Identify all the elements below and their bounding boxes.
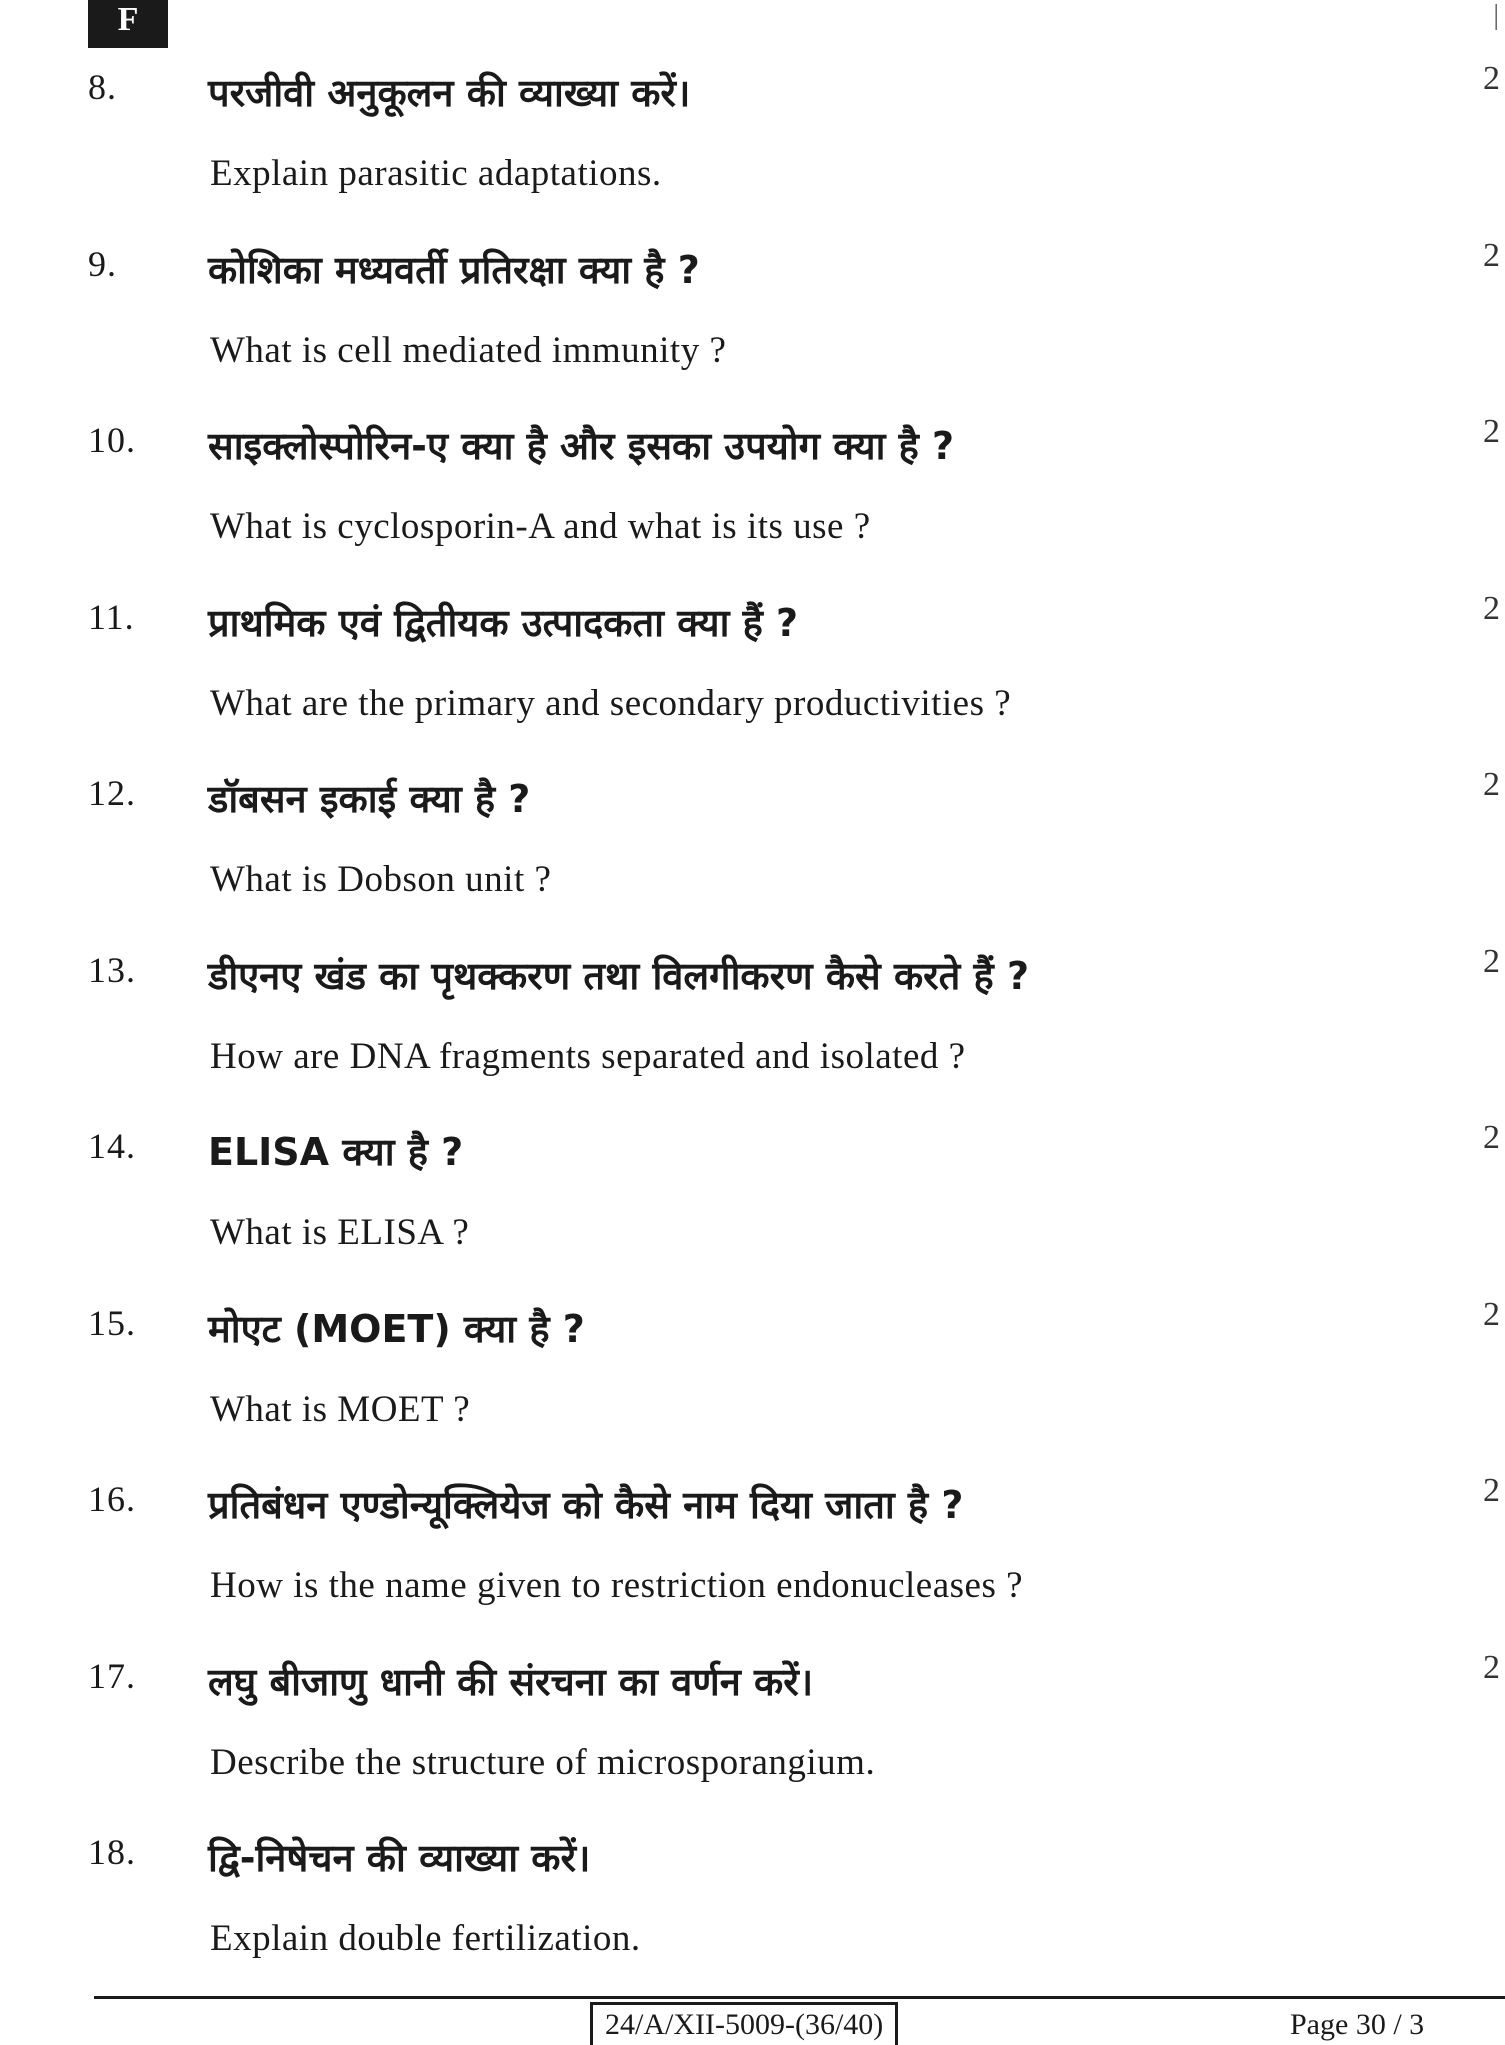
paper-code: 24/A/XII-5009-(36/40) [590, 2002, 898, 2045]
question-text-english: Explain double fertilization. [210, 1918, 641, 1959]
question-number: 8. [88, 67, 117, 107]
question-item [0, 1296, 1505, 1478]
question-marks: 2 [1483, 590, 1500, 627]
question-marks: 2 [1483, 1119, 1500, 1156]
question-text-hindi: परजीवी अनुकूलन की व्याख्या करें। [208, 71, 691, 115]
question-text-english: What is MOET ? [210, 1389, 471, 1430]
question-text-hindi: डीएनए खंड का पृथक्करण तथा विलगीकरण कैसे करते हैं ? [208, 954, 1030, 998]
question-number: 11. [88, 597, 135, 637]
question-marks: 2 [1483, 766, 1500, 803]
question-item [0, 590, 1505, 772]
question-text-english: How is the name given to restriction endonucleases ? [210, 1565, 1024, 1606]
question-marks: 2 [1483, 413, 1500, 450]
question-text-english: Explain parasitic adaptations. [210, 153, 662, 194]
question-text-english: What is cell mediated immunity ? [210, 330, 727, 371]
question-number: 9. [88, 244, 117, 284]
question-text-english: Describe the structure of microsporangium. [210, 1742, 876, 1783]
question-item [0, 237, 1505, 419]
question-text-english: What is ELISA ? [210, 1212, 470, 1253]
question-item [0, 766, 1505, 948]
question-number: 13. [88, 950, 136, 990]
question-number: 18. [88, 1832, 136, 1872]
question-marks: 2 [1483, 237, 1500, 274]
question-text-english: What is cyclosporin-A and what is its use ? [210, 506, 871, 547]
corner-mark: | [1493, 0, 1499, 31]
question-item [0, 1649, 1505, 1831]
question-number: 16. [88, 1479, 136, 1519]
page-number: Page 30 / 3 [1290, 2008, 1425, 2041]
question-marks: 2 [1483, 1296, 1500, 1333]
question-marks: 2 [1483, 60, 1500, 97]
question-marks: 2 [1483, 943, 1500, 980]
question-item [0, 1119, 1505, 1301]
question-number: 15. [88, 1303, 136, 1343]
question-text-hindi: लघु बीजाणु धानी की संरचना का वर्णन करें। [208, 1660, 814, 1704]
question-marks: 2 [1483, 1472, 1500, 1509]
question-number: 10. [88, 420, 136, 460]
question-text-hindi: प्राथमिक एवं द्वितीयक उत्पादकता क्या हैं ? [208, 601, 799, 645]
question-text-hindi: डॉबसन इकाई क्या है ? [208, 777, 531, 821]
question-number: 14. [88, 1126, 136, 1166]
footer-rule [94, 1996, 1505, 1999]
question-text-hindi: द्वि-निषेचन की व्याख्या करें। [208, 1836, 591, 1880]
question-item [0, 60, 1505, 242]
question-text-hindi: ELISA क्या है ? [208, 1130, 464, 1174]
question-item [0, 1831, 1505, 2007]
set-badge: F [88, 0, 168, 48]
question-text-hindi: मोएट (MOET) क्या है ? [208, 1307, 585, 1351]
question-number: 12. [88, 773, 136, 813]
question-text-hindi: साइक्लोस्पोरिन-ए क्या है और इसका उपयोग क्या है ? [208, 424, 955, 468]
question-text-english: What are the primary and secondary productivities ? [210, 683, 1012, 724]
question-number: 17. [88, 1656, 136, 1696]
question-item [0, 1472, 1505, 1654]
question-text-english: How are DNA fragments separated and isolated ? [210, 1036, 966, 1077]
question-marks: 2 [1483, 1649, 1500, 1686]
question-text-english: What is Dobson unit ? [210, 859, 552, 900]
question-item [0, 943, 1505, 1125]
question-text-hindi: कोशिका मध्यवर्ती प्रतिरक्षा क्या है ? [208, 248, 700, 292]
question-item [0, 413, 1505, 595]
question-text-hindi: प्रतिबंधन एण्डोन्यूक्लियेज को कैसे नाम दिया जाता है ? [208, 1483, 964, 1527]
